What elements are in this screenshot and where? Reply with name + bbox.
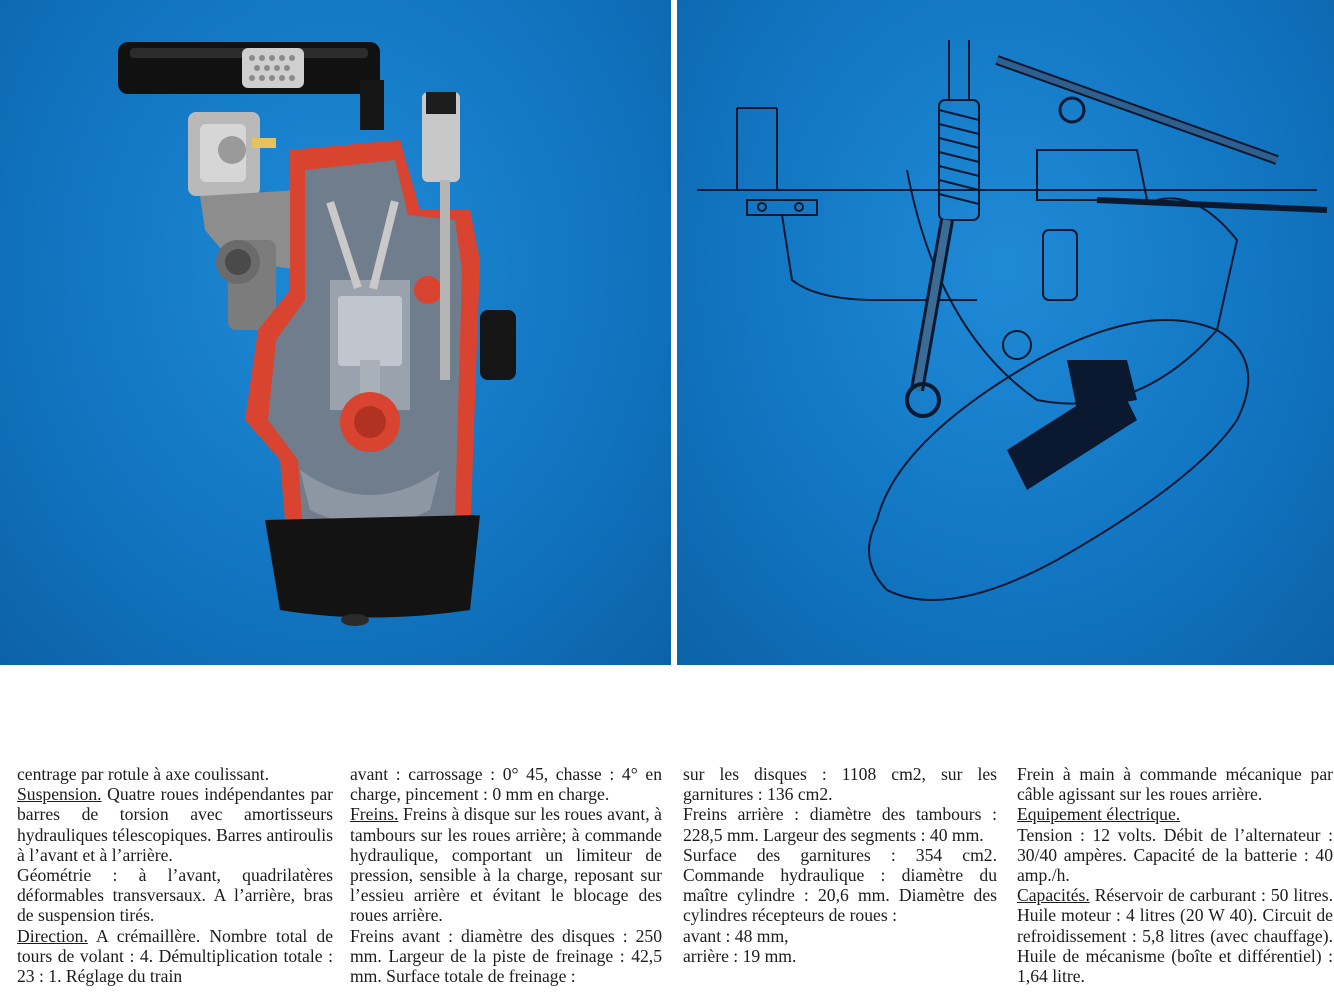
spec-text: arrière : 19 mm.	[683, 945, 797, 966]
spec-text: Freins arrière : diamètre des tambours : 228,5 mm. Largeur des segments : 40 mm.	[683, 804, 997, 845]
spec-paragraph	[350, 804, 662, 925]
spec-text: Freins à disque sur les roues avant, à tambours sur les roues arrière; à commande hydraulique, comportant un limiteur de pression, sensible à la charge, reposant sur l’essieu arrière et évitant le blocage des roues arrière.	[350, 804, 662, 926]
spec-paragraph	[683, 926, 997, 946]
spec-paragraph	[1017, 804, 1333, 824]
spec-text: avant : carrossage : 0° 45, chasse : 4° en charge, pincement : 0 mm en charge.	[350, 764, 662, 805]
spec-paragraph	[17, 865, 333, 926]
spec-paragraph	[1017, 885, 1333, 986]
spec-text: Géométrie : à l’avant, quadrilatères déformables transversaux. A l’arrière, bras de suspension tirés.	[17, 865, 333, 926]
section-heading-freins: Freins.	[350, 804, 399, 825]
spec-paragraph	[350, 926, 662, 987]
spec-column-3	[683, 764, 997, 966]
engine-cutaway-illustration	[0, 0, 671, 665]
spec-paragraph	[1017, 764, 1333, 804]
spec-text: sur les disques : 1108 cm2, sur les garnitures : 136 cm2.	[683, 764, 997, 805]
spec-paragraph	[683, 764, 997, 804]
section-heading-equipement-electrique: Equipement électrique.	[1017, 804, 1181, 825]
spec-text: centrage par rotule à axe coulissant.	[17, 764, 270, 784]
spec-paragraph	[17, 764, 333, 784]
spec-paragraph	[350, 764, 662, 804]
spec-text: Freins avant : diamètre des disques : 250 mm. Largeur de la piste de freinage : 42,5 mm. Surface totale de freinage :	[350, 925, 662, 987]
spec-paragraph	[683, 845, 997, 926]
oil-filter	[480, 310, 516, 380]
spec-column-1	[17, 764, 333, 986]
suspension-diagram-illustration	[677, 0, 1334, 665]
engine-cutaway-drawing	[0, 0, 671, 665]
spec-paragraph	[1017, 825, 1333, 886]
section-heading-direction: Direction.	[17, 925, 88, 946]
spec-text: avant : 48 mm,	[683, 925, 789, 946]
spec-paragraph	[683, 946, 997, 966]
section-heading-capacites: Capacités.	[1017, 885, 1090, 906]
spec-text: Frein à main à commande mécanique par câble agissant sur les roues arrière.	[1017, 764, 1333, 805]
spec-text: Quatre roues indépendantes par barres de torsion avec amortisseurs hydrauliques télescopiques. Barres antiroulis à l’avant et à l’arrière.	[17, 784, 333, 865]
suspension-diagram-drawing	[677, 0, 1334, 665]
spec-column-4	[1017, 764, 1333, 986]
spec-paragraph	[17, 784, 333, 865]
oil-sump	[265, 515, 480, 618]
spec-text: Réservoir de carburant : 50 litres. Huile moteur : 4 litres (20 W 40). Circuit de refroidissement : 5,8 litres (avec chauffage). Huile de mécanisme (boîte et différentiel) : 1,64 litre.	[1017, 885, 1333, 987]
spec-paragraph	[17, 926, 333, 987]
piston	[338, 296, 402, 366]
spec-column-2	[350, 764, 662, 986]
drive-shaft	[1097, 200, 1327, 210]
spec-text: Tension : 12 volts. Débit de l’alternateur : 30/40 ampères. Capacité de la batterie : 40 amp./h.	[1017, 824, 1333, 886]
section-heading-suspension: Suspension.	[17, 784, 102, 805]
spec-text: A crémaillère. Nombre total de tours de volant : 4. Démultiplication totale : 23 : 1. Réglage du train	[17, 925, 333, 987]
air-filter-mesh	[242, 48, 304, 88]
spec-text: Surface des garnitures : 354 cm2. Commande hydraulique : diamètre du maître cylindre : 20,6 mm. Diamètre des cylindres récepteurs de roues :	[683, 844, 997, 926]
spec-paragraph	[683, 804, 997, 844]
